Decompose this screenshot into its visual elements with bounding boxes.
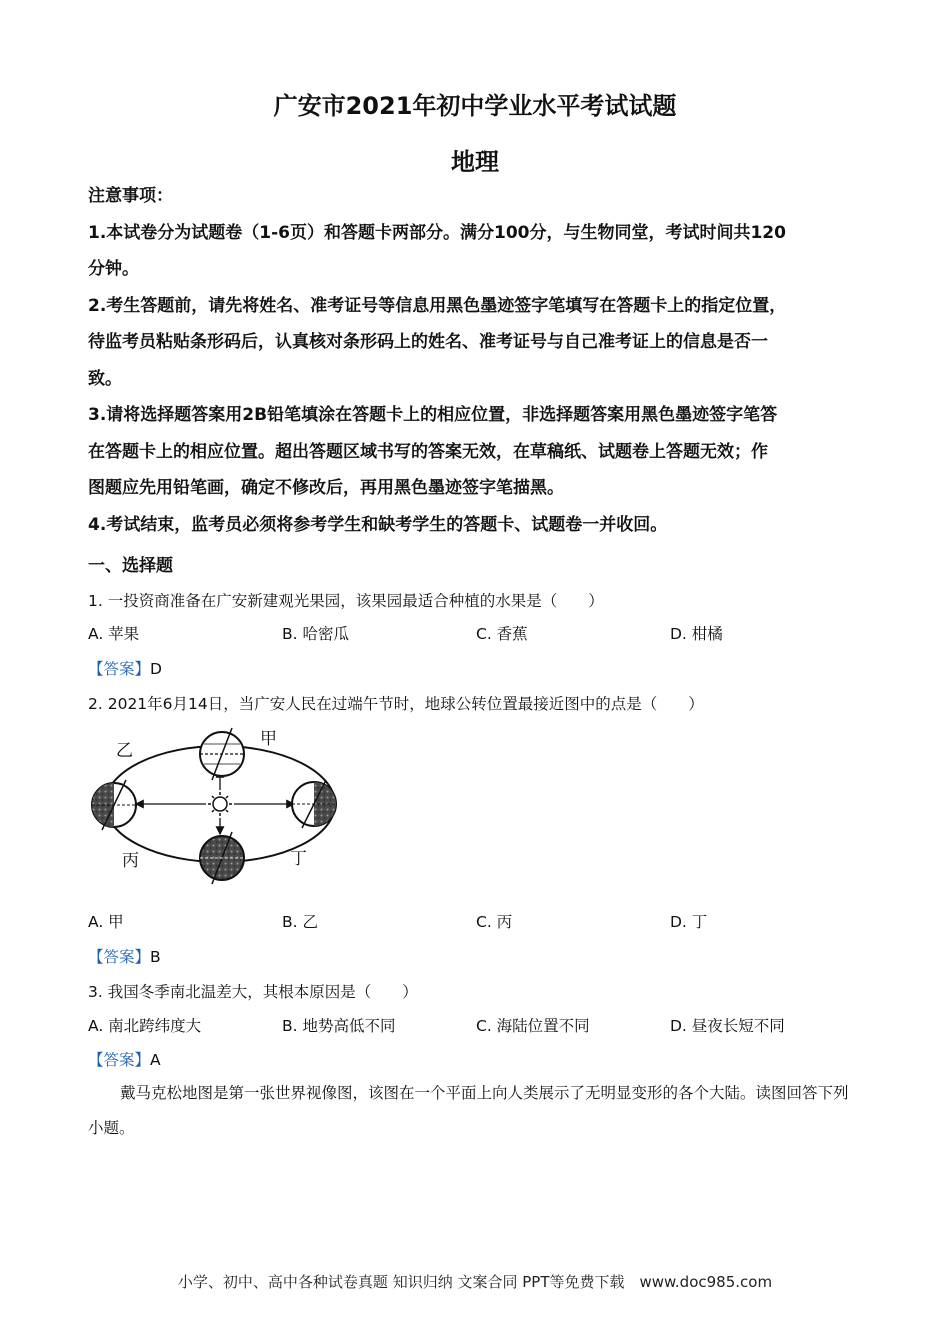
footer-text: 小学、初中、高中各种试卷真题 知识归纳 文案合同 PPT等免费下载 www.doc985.com xyxy=(177,1273,773,1291)
notes-block xyxy=(88,178,866,543)
question-1-option-a: A. 苹果 xyxy=(88,625,140,643)
question-3-option-c: C. 海陆位置不同 xyxy=(476,1017,590,1035)
label-yi: 乙 xyxy=(116,741,133,761)
question-3-answer xyxy=(88,1048,161,1070)
question-1-option-c: C. 香蕉 xyxy=(476,625,528,643)
label-ding: 丁 xyxy=(290,849,307,869)
question-2-answer xyxy=(88,945,161,967)
question-3-stem: 3. 我国冬季南北温差大，其根本原因是（ ） xyxy=(88,983,418,1001)
question-1-option-d: D. 柑橘 xyxy=(670,625,723,643)
note-item-1-cont: 分钟。 xyxy=(88,259,139,279)
answer-label: 【答案】 xyxy=(88,660,151,678)
notes-heading: 注意事项： xyxy=(88,186,173,206)
question-1-option-b: B. 哈密瓜 xyxy=(282,625,349,643)
question-2-stem: 2. 2021年6月14日，当广安人民在过端午节时，地球公转位置最接近图中的点是（ ） xyxy=(88,695,704,713)
note-item-3-cont: 在答题卡上的相应位置。超出答题区域书写的答案无效，在草稿纸、试题卷上答题无效；作 xyxy=(88,441,768,462)
answer-label: 【答案】 xyxy=(88,1051,151,1069)
question-3-option-b: B. 地势高低不同 xyxy=(282,1017,396,1035)
earth-right xyxy=(292,780,336,828)
note-item-2-cont: 待监考员粘贴条形码后，认真核对条形码上的姓名、准考证号与自己准考证上的信息是否一 xyxy=(88,332,768,352)
earth-bottom xyxy=(200,832,244,884)
earth-orbit-diagram xyxy=(86,724,348,894)
earth-left xyxy=(92,780,136,830)
sun-icon xyxy=(208,792,232,816)
answer-value: A xyxy=(150,1051,161,1069)
answer-value: D xyxy=(150,660,162,678)
answer-label: 【答案】 xyxy=(88,948,151,966)
passage-line-2: 答下列小题。 xyxy=(88,1084,849,1137)
reading-passage xyxy=(88,1076,863,1146)
question-1-stem: 1. 一投资商准备在广安新建观光果园，该果园最适合种植的水果是（ ） xyxy=(88,592,604,610)
question-3-option-d: D. 昼夜长短不同 xyxy=(670,1017,785,1035)
section-title: 一、选择题 xyxy=(88,556,173,576)
label-bing: 丙 xyxy=(122,851,139,871)
note-item-4: 4.考试结束，监考员必须将参考学生和缺考学生的答题卡、试题卷一并收回。 xyxy=(88,514,668,535)
note-item-3-cont2: 图题应先用铅笔画，确定不修改后，再用黑色墨迹签字笔描黑。 xyxy=(88,478,564,498)
question-1-answer xyxy=(88,657,162,679)
subject-title: 地理 xyxy=(451,148,499,176)
question-2-option-a: A. 甲 xyxy=(88,913,124,931)
label-jia: 甲 xyxy=(260,729,277,749)
question-3-option-a: A. 南北跨纬度大 xyxy=(88,1017,202,1035)
passage-line-1: 戴马克松地图是第一张世界视像图，该图在一个平面上向人类展示了无明显变形的各个大陆。读图回 xyxy=(120,1084,803,1102)
note-item-3: 3.请将选择题答案用2B铅笔填涂在答题卡上的相应位置，非选择题答案用黑色墨迹签字笔答 xyxy=(88,405,778,425)
question-2-option-b: B. 乙 xyxy=(282,913,318,931)
note-item-1: 1.本试卷分为试题卷（1-6页）和答题卡两部分。满分100分，与生物同堂，考试时间共120 xyxy=(88,222,786,243)
question-2-option-c: C. 丙 xyxy=(476,913,513,931)
answer-value: B xyxy=(150,948,161,966)
exam-title: 广安市2021年初中学业水平考试试题 xyxy=(273,92,677,120)
question-2-option-d: D. 丁 xyxy=(670,913,708,931)
earth-top xyxy=(200,728,244,780)
note-item-2: 2.考生答题前，请先将姓名、准考证号等信息用黑色墨迹签字笔填写在答题卡上的指定位置， xyxy=(88,295,787,316)
note-item-2-cont2: 致。 xyxy=(88,368,122,389)
